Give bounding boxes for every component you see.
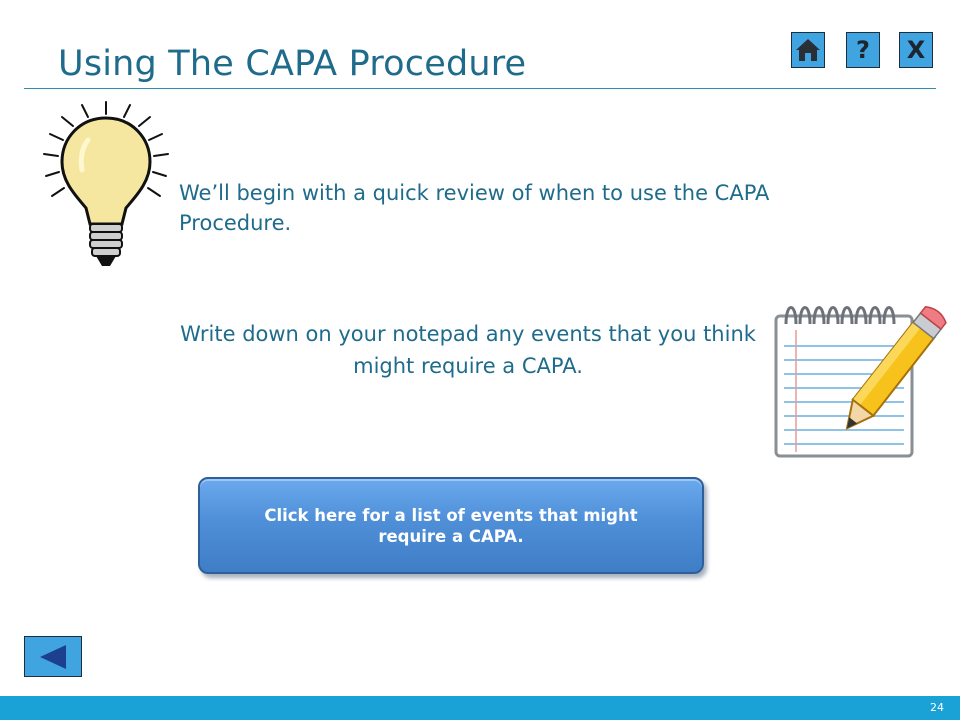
close-icon: X [906, 36, 926, 64]
title-divider [24, 88, 936, 89]
page-number: 24 [930, 701, 944, 714]
close-button[interactable] [899, 32, 933, 68]
notepad-pencil-icon [766, 296, 950, 464]
home-button[interactable] [791, 32, 825, 68]
back-button[interactable] [24, 636, 82, 677]
help-icon: ? [856, 36, 870, 64]
lightbulb-icon [36, 100, 176, 270]
home-icon [795, 37, 821, 63]
events-list-button-label: Click here for a list of events that might require a CAPA. [264, 505, 638, 546]
footer-bar [0, 696, 960, 720]
page-title: Using The CAPA Procedure [58, 44, 527, 84]
help-button[interactable] [846, 32, 880, 68]
back-arrow-icon [36, 643, 70, 671]
intro-text: We’ll begin with a quick review of when to use the CAPA Procedure. [179, 181, 770, 235]
events-list-button[interactable] [198, 477, 704, 574]
instruction-text: Write down on your notepad any events that you think might require a CAPA. [180, 322, 756, 378]
